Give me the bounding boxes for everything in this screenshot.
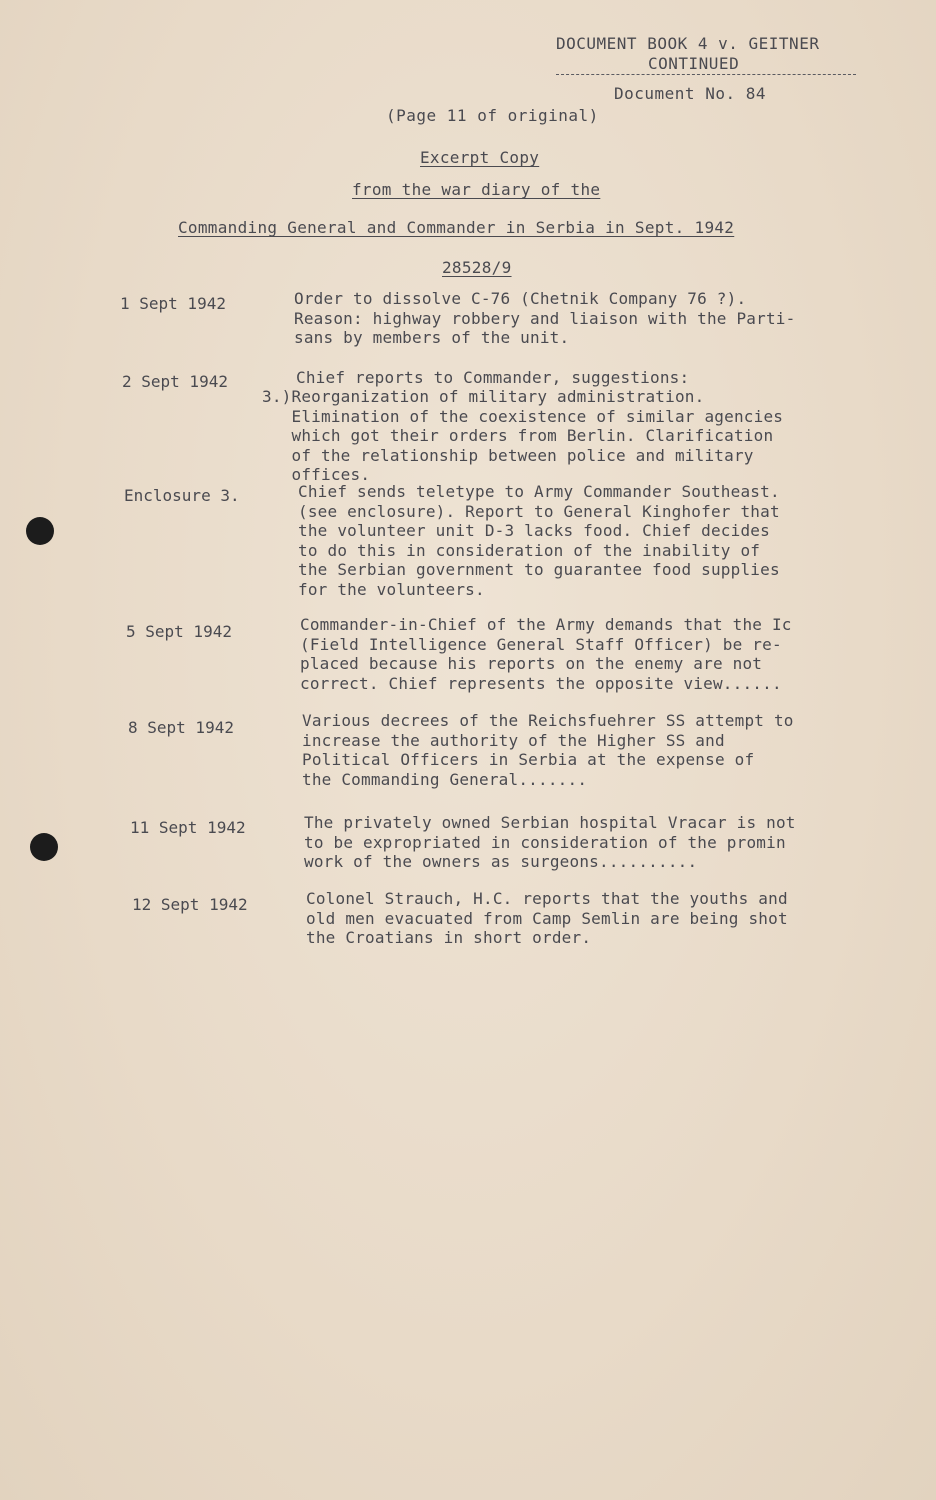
from-line: from the war diary of the — [352, 180, 601, 199]
document-number: Document No. 84 — [614, 84, 766, 103]
entry-text: Colonel Strauch, H.C. reports that the youths and old men evacuated from Camp Semlin are being shot the Croatians in short order. — [306, 889, 788, 947]
page-reference: (Page 11 of original) — [386, 106, 599, 125]
entry-date: 1 Sept 1942 — [120, 294, 226, 313]
entry-text: 3.)Reorganization of military administration. Elimination of the coexistence of similar agencies which got their orders from Berlin. Clarification of the relationship between police and military offices. — [262, 387, 784, 484]
continued-label: CONTINUED — [648, 54, 740, 73]
entry-date: 5 Sept 1942 — [126, 622, 232, 641]
excerpt-title: Excerpt Copy — [420, 148, 540, 167]
punch-hole-top — [26, 517, 54, 545]
entry-date: 8 Sept 1942 — [128, 718, 234, 737]
punch-hole-bottom — [30, 833, 58, 861]
entry-text: Various decrees of the Reichsfuehrer SS attempt to increase the authority of the Higher SS and Political Officers in Serbia at the expense of the Commanding General....... — [302, 711, 794, 789]
file-number: 28528/9 — [442, 258, 512, 277]
header-divider — [556, 74, 856, 75]
entry-date: 2 Sept 1942 — [122, 372, 228, 391]
entry-date: Enclosure 3. — [124, 486, 240, 505]
subject-line: Commanding General and Commander in Serbia in Sept. 1942 — [178, 218, 735, 237]
entry-text: Chief sends teletype to Army Commander Southeast. (see enclosure). Report to General Kinghofer that the volunteer unit D-3 lacks food. Chief decides to do this in consideration of the inability of the Serbian government to guarantee food supplies for the volunteers. — [298, 482, 780, 599]
entry-text: Order to dissolve C-76 (Chetnik Company 76 ?). Reason: highway robbery and liaison with the Parti- sans by members of the unit. — [294, 289, 796, 347]
document-book-title: DOCUMENT BOOK 4 v. GEITNER — [556, 34, 820, 53]
entry-date: 11 Sept 1942 — [130, 818, 246, 837]
entry-text: Chief reports to Commander, suggestions: — [296, 368, 690, 387]
entry-text: The privately owned Serbian hospital Vracar is not to be expropriated in consideration of the promin work of the owners as surgeons.......... — [304, 813, 796, 871]
entry-date: 12 Sept 1942 — [132, 895, 248, 914]
entry-text: Commander-in-Chief of the Army demands that the Ic (Field Intelligence General Staff Officer) be re- placed because his reports on the enemy are not correct. Chief represents the opposite view...... — [300, 615, 792, 693]
